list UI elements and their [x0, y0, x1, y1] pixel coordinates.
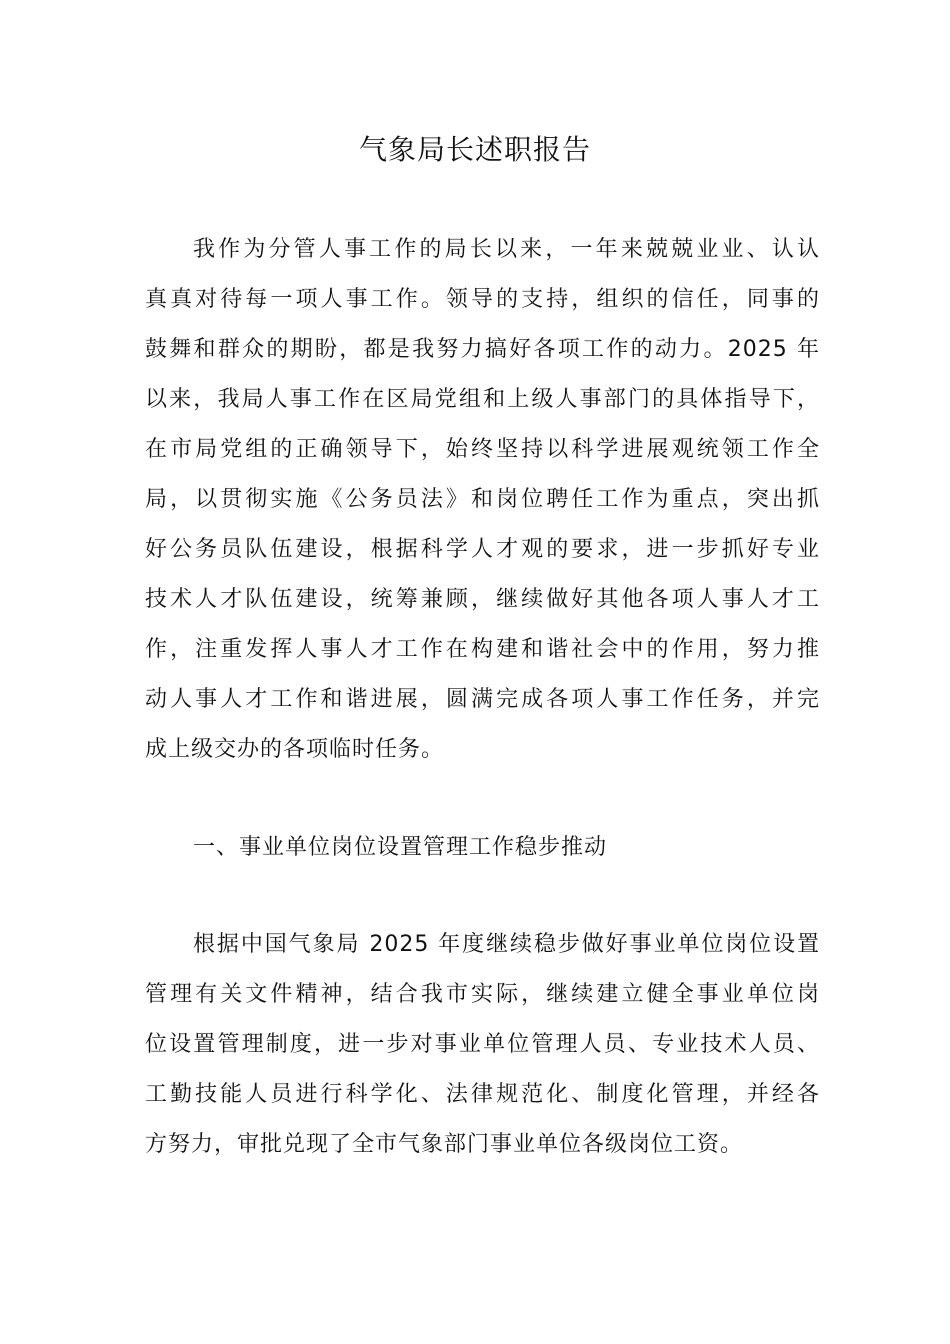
paragraph-line: 真真对待每一项人事工作。领导的支持，组织的信任，同事的 [145, 287, 820, 312]
paragraph-line: 位设置管理制度，进一步对事业单位管理人员、专业技术人员、 [145, 1032, 820, 1057]
section-heading-text: 一、事业单位岗位设置管理工作稳步推动 [193, 835, 608, 860]
paragraph-line: 我作为分管人事工作的局长以来，一年来兢兢业业、认认 [193, 237, 820, 262]
paragraph-line: 工勤技能人员进行科学化、法律规范化、制度化管理，并经各 [145, 1082, 820, 1107]
paragraph-line: 以来，我局人事工作在区局党组和上级人事部门的具体指导下， [145, 387, 820, 412]
paragraph-line: 根据中国气象局 2025 年度继续稳步做好事业单位岗位设置 [193, 932, 820, 957]
paragraph-line: 方努力，审批兑现了全市气象部门事业单位各级岗位工资。 [145, 1132, 744, 1157]
paragraph-line: 好公务员队伍建设，根据科学人才观的要求，进一步抓好专业 [145, 537, 820, 562]
paragraph-line: 管理有关文件精神，结合我市实际，继续建立健全事业单位岗 [145, 982, 820, 1007]
section-heading [145, 823, 820, 873]
document-title: 气象局长述职报告 [358, 133, 591, 166]
paragraph-line: 动人事人才工作和谐进展，圆满完成各项人事工作任务，并完 [145, 687, 820, 712]
paragraph-intro [145, 225, 820, 775]
paragraph-line: 作，注重发挥人事人才工作在构建和谐社会中的作用，努力推 [145, 637, 820, 662]
paragraph-line: 成上级交办的各项临时任务。 [145, 737, 445, 762]
paragraph-section1 [145, 920, 820, 1170]
paragraph-line: 鼓舞和群众的期盼，都是我努力搞好各项工作的动力。2025 年 [145, 337, 820, 362]
paragraph-line: 在市局党组的正确领导下，始终坚持以科学进展观统领工作全 [145, 437, 820, 462]
paragraph-line: 局，以贯彻实施《公务员法》和岗位聘任工作为重点，突出抓 [145, 487, 820, 512]
paragraph-line: 技术人才队伍建设，统筹兼顾，继续做好其他各项人事人才工 [145, 587, 820, 612]
